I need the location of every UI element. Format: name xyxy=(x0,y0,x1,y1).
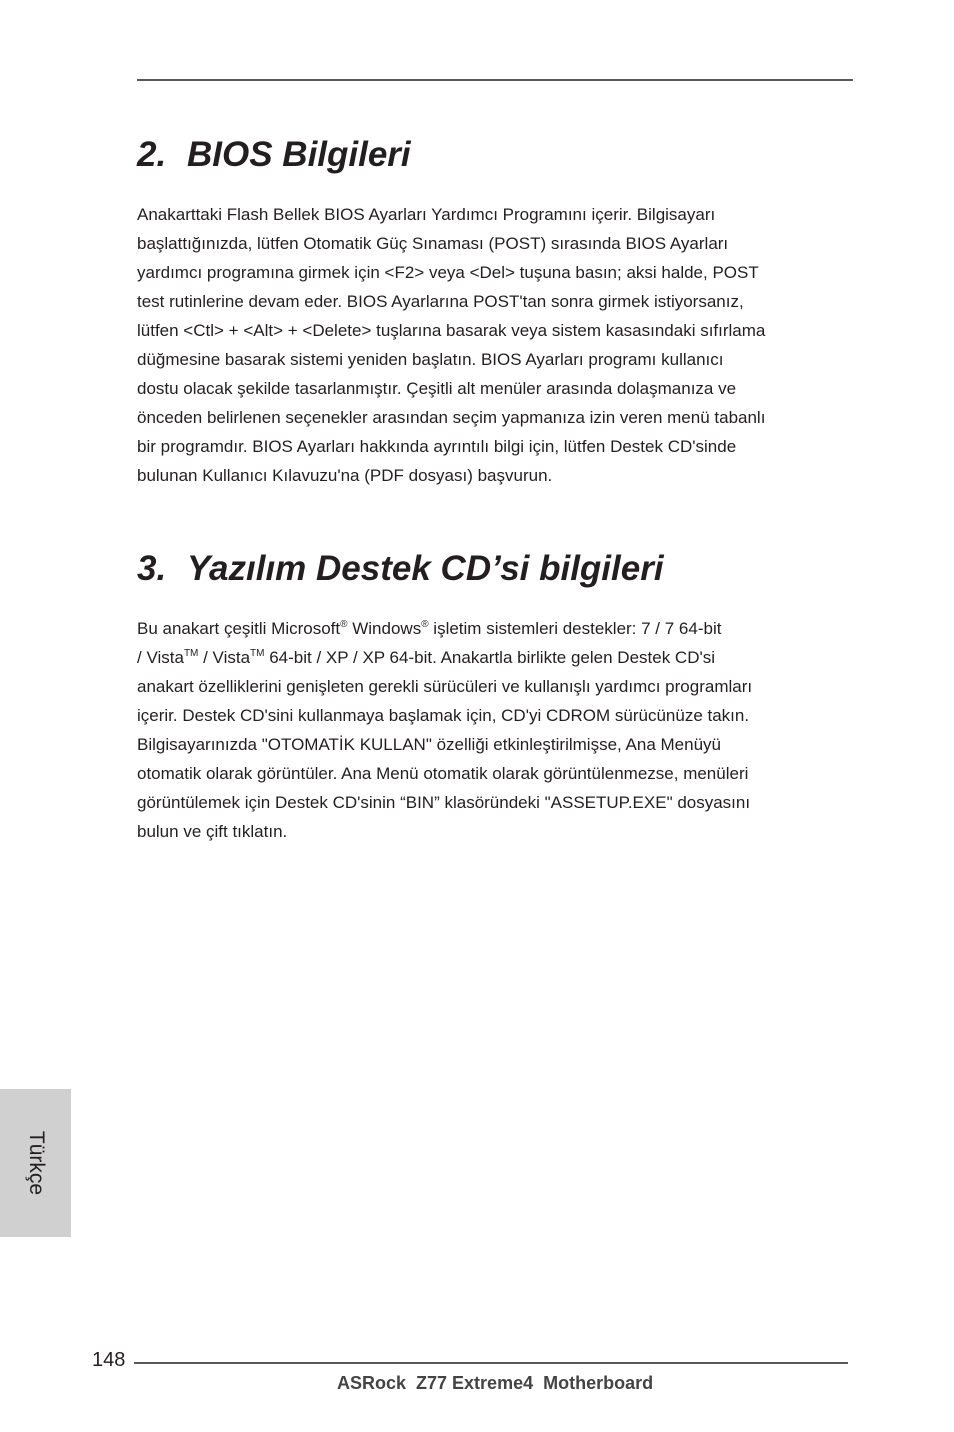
paragraph-line: başlattığınızda, lütfen Otomatik Güç Sınaması (POST) sırasında BIOS Ayarları xyxy=(137,234,729,253)
paragraph-line: Bilgisayarınızda "OTOMATİK KULLAN" özelliği etkinleştirilmişse, Ana Menüyü xyxy=(137,735,721,754)
paragraph-line xyxy=(137,614,853,643)
bottom-divider xyxy=(134,1362,848,1364)
paragraph-line: bulunan Kullanıcı Kılavuzu'na (PDF dosyası) başvurun. xyxy=(137,466,553,485)
top-divider xyxy=(137,79,853,81)
section-title: Yazılım Destek CD’si bilgileri xyxy=(187,549,664,588)
paragraph-line: görüntülemek için Destek CD'sinin “BIN” klasöründeki "ASSETUP.EXE" dosyasını xyxy=(137,793,751,812)
page-number: 148 xyxy=(92,1349,126,1371)
paragraph-line: dostu olacak şekilde tasarlanmıştır. Çeşitli alt menüler arasında dolaşmanıza ve xyxy=(137,379,737,398)
registered-mark: ® xyxy=(340,619,348,630)
paragraph-line: otomatik olarak görüntüler. Ana Menü otomatik olarak görüntülenmezse, menüleri xyxy=(137,764,749,783)
section-heading-cd xyxy=(137,549,664,589)
section-number: 2. xyxy=(137,135,167,174)
text-run: / Vista xyxy=(198,648,251,667)
paragraph-line: lütfen <Ctl> + <Alt> + <Delete> tuşlarına basarak veya sistem kasasındaki sıfırlama xyxy=(137,321,766,340)
text-run: Bu anakart çeşitli Microsoft xyxy=(137,619,341,638)
paragraph-line: önceden belirlenen seçenekler arasından seçim yapmanıza izin veren menü tabanlı xyxy=(137,408,766,427)
paragraph-line: düğmesine basarak sistemi yeniden başlatın. BIOS Ayarları programı kullanıcı xyxy=(137,350,724,369)
paragraph-line: Anakarttaki Flash Bellek BIOS Ayarları Yardımcı Programını içerir. Bilgisayarı xyxy=(137,205,716,224)
paragraph-line: yardımcı programına girmek için <F2> veya <Del> tuşuna basın; aksi halde, POST xyxy=(137,263,759,282)
paragraph-line: bulun ve çift tıklatın. xyxy=(137,822,288,841)
language-label: Türkçe xyxy=(24,1130,48,1196)
language-tab xyxy=(0,1089,71,1237)
section-title: BIOS Bilgileri xyxy=(187,135,411,174)
paragraph-line: içerir. Destek CD'sini kullanmaya başlamak için, CD'yi CDROM sürücünüze takın. xyxy=(137,706,750,725)
cd-paragraph xyxy=(137,614,853,846)
text-run: / Vista xyxy=(137,648,184,667)
trademark-mark: TM xyxy=(183,648,199,659)
paragraph-line: bir programdır. BIOS Ayarları hakkında ayrıntılı bilgi için, lütfen Destek CD'sinde xyxy=(137,437,737,456)
registered-mark: ® xyxy=(421,619,429,630)
bios-paragraph xyxy=(137,200,853,490)
section-number: 3. xyxy=(137,549,167,588)
text-run: Windows xyxy=(347,619,422,638)
trademark-mark: TM xyxy=(250,648,265,659)
paragraph-line xyxy=(137,643,853,672)
section-heading-bios xyxy=(137,135,411,175)
footer-product-name: ASRock Z77 Extreme4 Motherboard xyxy=(337,1373,654,1393)
text-run: işletim sistemleri destekler: 7 / 7 64-bit xyxy=(428,619,722,638)
paragraph-line: anakart özelliklerini genişleten gerekli sürücüleri ve kullanışlı yardımcı programları xyxy=(137,677,753,696)
text-run: 64-bit / XP / XP 64-bit. Anakartla birlikte gelen Destek CD'si xyxy=(264,648,715,667)
paragraph-line: test rutinlerine devam eder. BIOS Ayarlarına POST'tan sonra girmek istiyorsanız, xyxy=(137,292,744,311)
